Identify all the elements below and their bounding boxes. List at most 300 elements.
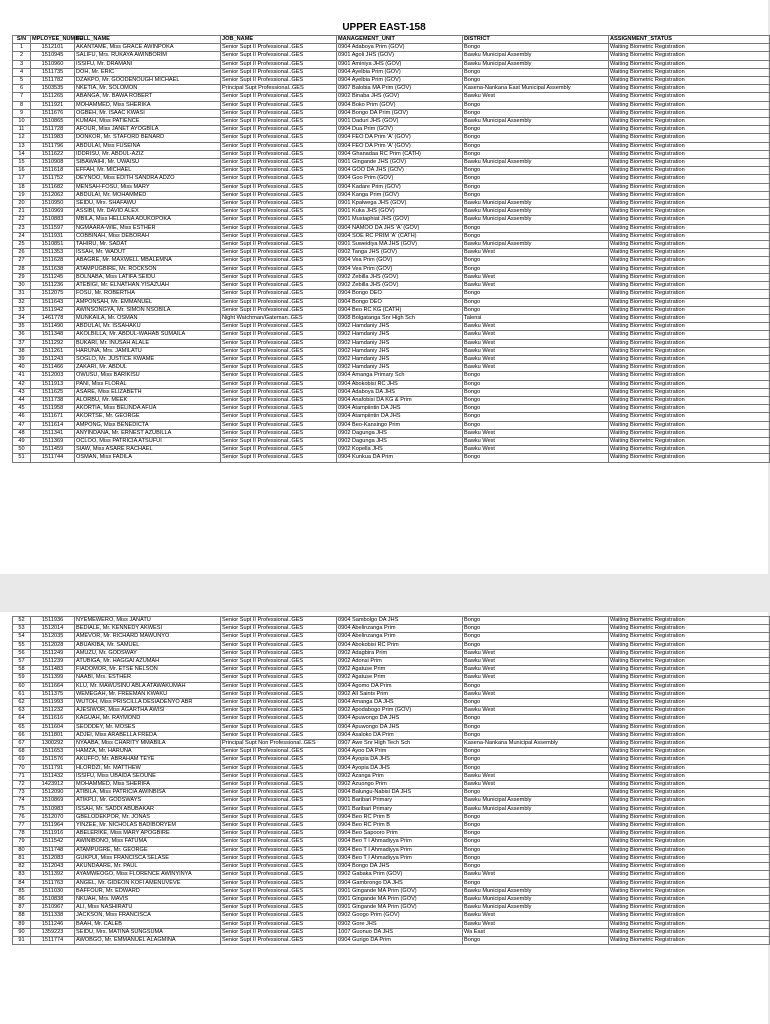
table-row — [13, 912, 770, 920]
cell-district: Bongo — [463, 854, 609, 862]
cell-district: Bongo — [463, 191, 609, 199]
table-body — [13, 617, 770, 945]
cell-full-name: AKORTSE, Mr. GEORGE — [75, 413, 221, 421]
cell-job-name: Senior Supt II Professional..GES — [221, 175, 337, 183]
cell-management-unit: 0904 Bongo DA JHS — [337, 863, 463, 871]
cell-job-name: Senior Supt II Professional..GES — [221, 44, 337, 52]
cell-full-name: ANGEL, Mr. GIDEON KOFI AMENUVEVE — [75, 879, 221, 887]
table-row — [13, 339, 770, 347]
cell-employee-number: 1511643 — [31, 298, 75, 306]
cell-district: Bongo — [463, 68, 609, 76]
cell-assignment-status: Waiting Biometric Registration — [609, 314, 770, 322]
cell-management-unit: 0901 Suweidiya MA JHS (GOV) — [337, 241, 463, 249]
table-row — [13, 175, 770, 183]
cell-district: Bawku West — [463, 249, 609, 257]
cell-district: Bongo — [463, 731, 609, 739]
cell-sn: 39 — [13, 355, 31, 363]
cell-job-name: Senior Supt II Professional..GES — [221, 364, 337, 372]
cell-full-name: MOHAMMED, Miss SHERIKA — [75, 101, 221, 109]
cell-employee-number: 1512014 — [31, 625, 75, 633]
cell-full-name: MUNKAILA, Mr. OSMAN — [75, 314, 221, 322]
cell-full-name: ABANGA, Mr. BAWA ROBERT — [75, 93, 221, 101]
cell-full-name: NKETIA, Mr. SOLOMON — [75, 85, 221, 93]
cell-assignment-status: Waiting Biometric Registration — [609, 167, 770, 175]
cell-employee-number: 1511931 — [31, 232, 75, 240]
cell-assignment-status: Waiting Biometric Registration — [609, 126, 770, 134]
cell-assignment-status: Waiting Biometric Registration — [609, 682, 770, 690]
cell-sn: 18 — [13, 183, 31, 191]
table-row — [13, 805, 770, 813]
cell-management-unit: 0902 Adagbira Prim — [337, 649, 463, 657]
table-row — [13, 617, 770, 625]
cell-job-name: Senior Supt II Professional..GES — [221, 413, 337, 421]
cell-job-name: Senior Supt II Professional..GES — [221, 437, 337, 445]
cell-job-name: Principal Supt Professional..GES — [221, 85, 337, 93]
header-job-name: JOB_NAME — [221, 36, 337, 44]
cell-district: Bawku West — [463, 674, 609, 682]
cell-sn: 13 — [13, 142, 31, 150]
cell-district: Bongo — [463, 224, 609, 232]
cell-employee-number: 1512075 — [31, 290, 75, 298]
cell-job-name: Senior Supt II Professional..GES — [221, 904, 337, 912]
cell-management-unit: 0901 Agoli JHS (GOV) — [337, 52, 463, 60]
cell-district: Bongo — [463, 298, 609, 306]
cell-district: Bawku Municipal Assembly — [463, 887, 609, 895]
cell-job-name: Senior Supt II Professional..GES — [221, 879, 337, 887]
table-row — [13, 920, 770, 928]
cell-full-name: ALORBU, Mr. MEEK — [75, 396, 221, 404]
cell-assignment-status: Waiting Biometric Registration — [609, 364, 770, 372]
cell-management-unit: 0904 Abelinzanga Prim — [337, 625, 463, 633]
cell-management-unit: 0901 Gingande MA Prim (GOV) — [337, 904, 463, 912]
cell-assignment-status: Waiting Biometric Registration — [609, 339, 770, 347]
cell-management-unit: 0904 Ghanadaa RC Prim (CATH) — [337, 150, 463, 158]
cell-district: Bawku Municipal Assembly — [463, 208, 609, 216]
table-row — [13, 265, 770, 273]
cell-full-name: AKORTIA, Miss BELINDA AFUA — [75, 405, 221, 413]
cell-sn: 26 — [13, 249, 31, 257]
cell-assignment-status: Waiting Biometric Registration — [609, 101, 770, 109]
cell-district: Bongo — [463, 838, 609, 846]
cell-full-name: SIAW, Miss ASARE RACHAEL — [75, 446, 221, 454]
table-row — [13, 748, 770, 756]
table-row — [13, 126, 770, 134]
cell-sn: 62 — [13, 699, 31, 707]
cell-district: Bawku West — [463, 339, 609, 347]
table-row — [13, 715, 770, 723]
cell-district: Bongo — [463, 257, 609, 265]
header-row — [13, 36, 770, 44]
cell-management-unit: 0904 Abokobisi RC JHS — [337, 380, 463, 388]
cell-job-name: Senior Supt II Professional..GES — [221, 617, 337, 625]
cell-full-name: OWUSU, Miss BARIKISU — [75, 372, 221, 380]
table-row — [13, 191, 770, 199]
header-full-name: FULL_NAME — [75, 36, 221, 44]
cell-management-unit: 0904 Sambolgo DA JHS — [337, 617, 463, 625]
table-row — [13, 413, 770, 421]
cell-management-unit: 0904 Anafobisi DA KG & Prim — [337, 396, 463, 404]
cell-employee-number: 1511459 — [31, 446, 75, 454]
cell-job-name: Senior Supt II Professional..GES — [221, 912, 337, 920]
cell-management-unit: 0904 Adaboya Prim (GOV) — [337, 44, 463, 52]
table-row — [13, 68, 770, 76]
cell-district: Bongo — [463, 388, 609, 396]
cell-management-unit: 0904 Apuwongo DA JHS — [337, 723, 463, 731]
cell-employee-number: 1511348 — [31, 331, 75, 339]
cell-employee-number: 1510865 — [31, 118, 75, 126]
cell-management-unit: 0904 Beo-Kansingo Prim — [337, 421, 463, 429]
cell-assignment-status: Waiting Biometric Registration — [609, 396, 770, 404]
cell-assignment-status: Waiting Biometric Registration — [609, 429, 770, 437]
cell-district: Bawku West — [463, 446, 609, 454]
cell-job-name: Senior Supt II Professional..GES — [221, 781, 337, 789]
cell-full-name: ATAMPUGBIRE, Mr. ROCKSON — [75, 265, 221, 273]
cell-job-name: Senior Supt II Professional..GES — [221, 822, 337, 830]
cell-full-name: ABAGRE, Mr. MAXWELL MBALEMNA — [75, 257, 221, 265]
cell-job-name: Senior Supt II Professional..GES — [221, 797, 337, 805]
cell-district: Bongo — [463, 625, 609, 633]
cell-employee-number: 1510883 — [31, 216, 75, 224]
cell-district: Bongo — [463, 150, 609, 158]
cell-sn: 59 — [13, 674, 31, 682]
cell-assignment-status: Waiting Biometric Registration — [609, 797, 770, 805]
cell-sn: 46 — [13, 413, 31, 421]
table-row — [13, 405, 770, 413]
cell-assignment-status: Waiting Biometric Registration — [609, 183, 770, 191]
cell-job-name: Senior Supt II Professional..GES — [221, 748, 337, 756]
cell-management-unit: 0902 Gore JHS — [337, 920, 463, 928]
table-row — [13, 282, 770, 290]
cell-management-unit: 0904 Kanga Prim (GOV) — [337, 191, 463, 199]
cell-assignment-status: Waiting Biometric Registration — [609, 257, 770, 265]
cell-employee-number: 1511239 — [31, 658, 75, 666]
cell-management-unit: 0901 Gingande MA Prim (GOV) — [337, 895, 463, 903]
table-row — [13, 388, 770, 396]
cell-full-name: ISSIFU, Miss UBAIDA SEOUNE — [75, 772, 221, 780]
cell-full-name: BEDIALE, Mr. KENNEDY AKWESI — [75, 625, 221, 633]
cell-district: Bongo — [463, 413, 609, 421]
cell-job-name: Senior Supt II Professional..GES — [221, 60, 337, 68]
cell-job-name: Senior Supt II Professional..GES — [221, 756, 337, 764]
cell-sn: 28 — [13, 265, 31, 273]
cell-job-name: Senior Supt II Professional..GES — [221, 372, 337, 380]
document-title: UPPER EAST-158 — [342, 22, 426, 33]
cell-sn: 38 — [13, 347, 31, 355]
cell-employee-number: 1511738 — [31, 396, 75, 404]
table-row — [13, 813, 770, 821]
cell-employee-number: 1510838 — [31, 895, 75, 903]
cell-job-name: Senior Supt II Professional..GES — [221, 887, 337, 895]
cell-full-name: KUMAH, Miss PATIENCE — [75, 118, 221, 126]
cell-assignment-status: Waiting Biometric Registration — [609, 191, 770, 199]
cell-sn: 76 — [13, 813, 31, 821]
cell-management-unit: 0902 Azanga Prim — [337, 772, 463, 780]
cell-employee-number: 1511782 — [31, 77, 75, 85]
cell-assignment-status: Waiting Biometric Registration — [609, 265, 770, 273]
cell-job-name: Senior Supt II Professional..GES — [221, 200, 337, 208]
cell-employee-number: 1511801 — [31, 731, 75, 739]
cell-district: Bawku Municipal Assembly — [463, 200, 609, 208]
cell-management-unit: 0904 Adaboya DA JHS — [337, 388, 463, 396]
cell-sn: 66 — [13, 731, 31, 739]
cell-sn: 73 — [13, 789, 31, 797]
cell-job-name: Senior Supt II Professional..GES — [221, 126, 337, 134]
cell-sn: 37 — [13, 339, 31, 347]
cell-management-unit: 0902 Azuongo Prim — [337, 781, 463, 789]
cell-sn: 47 — [13, 421, 31, 429]
cell-employee-number: 1511796 — [31, 142, 75, 150]
cell-assignment-status: Waiting Biometric Registration — [609, 822, 770, 830]
cell-assignment-status: Waiting Biometric Registration — [609, 224, 770, 232]
cell-employee-number: 1512003 — [31, 372, 75, 380]
cell-district: Bongo — [463, 306, 609, 314]
cell-assignment-status: Waiting Biometric Registration — [609, 282, 770, 290]
cell-management-unit: 0904 Goo Prim (GOV) — [337, 175, 463, 183]
cell-assignment-status: Waiting Biometric Registration — [609, 781, 770, 789]
cell-management-unit: 0901 Baribari Primary — [337, 797, 463, 805]
cell-sn: 44 — [13, 396, 31, 404]
cell-assignment-status: Waiting Biometric Registration — [609, 830, 770, 838]
cell-employee-number: 1511490 — [31, 323, 75, 331]
cell-assignment-status: Waiting Biometric Registration — [609, 756, 770, 764]
table-row — [13, 781, 770, 789]
cell-full-name: BAAH, Mr. CALEB — [75, 920, 221, 928]
cell-employee-number: 1511913 — [31, 380, 75, 388]
cell-full-name: MBILA, Miss HELLENA ADUKOPOKA — [75, 216, 221, 224]
table-row — [13, 159, 770, 167]
cell-assignment-status: Waiting Biometric Registration — [609, 666, 770, 674]
cell-sn: 21 — [13, 208, 31, 216]
cell-management-unit: 0902 All Saints Prim — [337, 690, 463, 698]
header-employee-number: MPLOYEE_NUMBE — [32, 36, 83, 42]
cell-job-name: Senior Supt II Professional..GES — [221, 290, 337, 298]
cell-district: Bongo — [463, 232, 609, 240]
cell-job-name: Senior Supt II Professional..GES — [221, 674, 337, 682]
cell-sn: 40 — [13, 364, 31, 372]
cell-job-name: Senior Supt II Professional..GES — [221, 388, 337, 396]
table-row — [13, 649, 770, 657]
cell-assignment-status: Waiting Biometric Registration — [609, 68, 770, 76]
cell-job-name: Senior Supt II Professional..GES — [221, 224, 337, 232]
cell-job-name: Senior Supt II Professional..GES — [221, 68, 337, 76]
cell-assignment-status: Waiting Biometric Registration — [609, 273, 770, 281]
cell-job-name: Senior Supt II Professional..GES — [221, 731, 337, 739]
cell-full-name: OSMAN, Miss FADILA — [75, 454, 221, 462]
cell-assignment-status: Waiting Biometric Registration — [609, 928, 770, 936]
header-management-unit: MANAGEMENT_UNIT — [337, 36, 463, 44]
cell-job-name: Senior Supt II Professional..GES — [221, 690, 337, 698]
table-row — [13, 723, 770, 731]
cell-full-name: ALI, Miss NASHIRATU — [75, 904, 221, 912]
cell-job-name: Senior Supt II Professional..GES — [221, 282, 337, 290]
cell-sn: 45 — [13, 405, 31, 413]
table-row — [13, 854, 770, 862]
cell-assignment-status: Waiting Biometric Registration — [609, 60, 770, 68]
cell-assignment-status: Waiting Biometric Registration — [609, 241, 770, 249]
cell-assignment-status: Waiting Biometric Registration — [609, 134, 770, 142]
table-row — [13, 822, 770, 830]
table-row — [13, 789, 770, 797]
cell-employee-number: 1511341 — [31, 429, 75, 437]
cell-management-unit: 0902 Dagunga JHS — [337, 429, 463, 437]
cell-employee-number: 1511249 — [31, 649, 75, 657]
cell-management-unit: 0904 Beo T I Ahmadiyya Prim — [337, 854, 463, 862]
cell-full-name: GBELODEKPOR, Mr. JONAS — [75, 813, 221, 821]
cell-district: Bongo — [463, 405, 609, 413]
table-row — [13, 764, 770, 772]
cell-sn: 55 — [13, 641, 31, 649]
cell-employee-number: 1511618 — [31, 167, 75, 175]
cell-employee-number: 1511921 — [31, 101, 75, 109]
cell-full-name: BAFFOUR, Mr. EDWARD — [75, 887, 221, 895]
cell-management-unit: 0902 Kopella JHS — [337, 446, 463, 454]
cell-assignment-status: Waiting Biometric Registration — [609, 388, 770, 396]
cell-management-unit: 0904 SOE RC PRIM 'A' (CATH) — [337, 232, 463, 240]
table-row — [13, 331, 770, 339]
cell-management-unit: 0902 Binaba JHS (GOV) — [337, 93, 463, 101]
cell-assignment-status: Waiting Biometric Registration — [609, 641, 770, 649]
table-row — [13, 224, 770, 232]
cell-district: Bongo — [463, 846, 609, 854]
table-row — [13, 44, 770, 52]
table-row — [13, 895, 770, 903]
table-row — [13, 306, 770, 314]
table-row — [13, 879, 770, 887]
cell-full-name: YINZEE, Mr. NICHOLAS BADIBORYEM — [75, 822, 221, 830]
cell-assignment-status: Waiting Biometric Registration — [609, 208, 770, 216]
cell-district: Wa East — [463, 928, 609, 936]
cell-full-name: WUTOH, Miss PRISCILLA DESIADENYO ABR — [75, 699, 221, 707]
cell-job-name: Senior Supt II Professional..GES — [221, 101, 337, 109]
cell-employee-number: 1511030 — [31, 887, 75, 895]
cell-job-name: Senior Supt II Professional..GES — [221, 109, 337, 117]
cell-employee-number: 1512083 — [31, 854, 75, 862]
cell-sn: 50 — [13, 446, 31, 454]
cell-district: Bongo — [463, 396, 609, 404]
cell-assignment-status: Waiting Biometric Registration — [609, 723, 770, 731]
cell-employee-number: 1510869 — [31, 797, 75, 805]
cell-district: Bawku West — [463, 364, 609, 372]
cell-district: Bongo — [463, 44, 609, 52]
table-row — [13, 134, 770, 142]
cell-district: Bawku West — [463, 772, 609, 780]
cell-sn: 43 — [13, 388, 31, 396]
cell-management-unit: 0904 Bongo DEO — [337, 298, 463, 306]
cell-assignment-status: Waiting Biometric Registration — [609, 846, 770, 854]
cell-sn: 69 — [13, 756, 31, 764]
cell-employee-number: 1511752 — [31, 175, 75, 183]
cell-district: Bongo — [463, 617, 609, 625]
cell-assignment-status: Waiting Biometric Registration — [609, 920, 770, 928]
cell-job-name: Senior Supt II Professional..GES — [221, 249, 337, 257]
cell-sn: 85 — [13, 887, 31, 895]
cell-district: Bawku Municipal Assembly — [463, 159, 609, 167]
table-row — [13, 109, 770, 117]
cell-job-name: Senior Supt II Professional..GES — [221, 429, 337, 437]
table-row — [13, 830, 770, 838]
cell-management-unit: 0904 Asaloko DA Prim — [337, 731, 463, 739]
cell-full-name: IDDRISU, Mr. ABDUL-AZIZ — [75, 150, 221, 158]
cell-full-name: ASSIBI, Mr. DAVID ALEX — [75, 208, 221, 216]
cell-employee-number: 1512062 — [31, 191, 75, 199]
cell-management-unit: 0902 Googo Prim (GOV) — [337, 912, 463, 920]
cell-full-name: ABDULAI, Mr. MOHAMMED — [75, 191, 221, 199]
cell-assignment-status: Waiting Biometric Registration — [609, 93, 770, 101]
cell-management-unit: 0902 Agatuse Prim — [337, 666, 463, 674]
cell-assignment-status: Waiting Biometric Registration — [609, 854, 770, 862]
cell-job-name: Senior Supt II Professional..GES — [221, 830, 337, 838]
cell-employee-number: 1511392 — [31, 871, 75, 879]
cell-district: Bongo — [463, 101, 609, 109]
cell-assignment-status: Waiting Biometric Registration — [609, 437, 770, 445]
table-row — [13, 298, 770, 306]
cell-full-name: ADJEI, Miss ARABELLA FREDA — [75, 731, 221, 739]
table-row — [13, 641, 770, 649]
cell-district: Bawku West — [463, 649, 609, 657]
cell-district: Bawku West — [463, 273, 609, 281]
cell-management-unit: 0904 Abelinzanga Prim — [337, 633, 463, 641]
cell-district: Bongo — [463, 756, 609, 764]
cell-full-name: AMPONG, Miss BENEDICTA — [75, 421, 221, 429]
cell-job-name: Senior Supt II Professional..GES — [221, 658, 337, 666]
table-row — [13, 429, 770, 437]
cell-sn: 54 — [13, 633, 31, 641]
cell-full-name: AWINIBONO, Miss FATUMA — [75, 838, 221, 846]
cell-assignment-status: Waiting Biometric Registration — [609, 421, 770, 429]
cell-job-name: Senior Supt II Professional..GES — [221, 682, 337, 690]
cell-management-unit: 0902 Hamdaniy JHS — [337, 347, 463, 355]
cell-assignment-status: Waiting Biometric Registration — [609, 232, 770, 240]
cell-management-unit: 0904 Apuwongo DA JHS — [337, 715, 463, 723]
cell-district: Bongo — [463, 748, 609, 756]
cell-assignment-status: Waiting Biometric Registration — [609, 904, 770, 912]
cell-full-name: HLORDZI, Mr. MATTHEW — [75, 764, 221, 772]
cell-sn: 64 — [13, 715, 31, 723]
cell-sn: 3 — [13, 60, 31, 68]
cell-management-unit: 0904 Beo Sapooro Prim — [337, 830, 463, 838]
cell-job-name: Senior Supt II Professional..GES — [221, 421, 337, 429]
cell-assignment-status: Waiting Biometric Registration — [609, 707, 770, 715]
table-row — [13, 904, 770, 912]
cell-employee-number: 1511243 — [31, 355, 75, 363]
table-row — [13, 52, 770, 60]
cell-district: Bongo — [463, 789, 609, 797]
cell-sn: 91 — [13, 936, 31, 944]
table-row — [13, 257, 770, 265]
cell-job-name: Senior Supt II Professional..GES — [221, 257, 337, 265]
cell-sn: 63 — [13, 707, 31, 715]
cell-job-name: Senior Supt II Professional..GES — [221, 863, 337, 871]
cell-sn: 89 — [13, 920, 31, 928]
table-row — [13, 838, 770, 846]
table-row — [13, 846, 770, 854]
cell-full-name: ABDULAI, Miss FUSEINA — [75, 142, 221, 150]
cell-management-unit: 0904 Atampiintin DA JHS — [337, 405, 463, 413]
cell-assignment-status: Waiting Biometric Registration — [609, 405, 770, 413]
cell-job-name: Senior Supt II Professional..GES — [221, 805, 337, 813]
cell-employee-number: 1359223 — [31, 928, 75, 936]
cell-management-unit: 0901 Kpalwega JHS (GOV) — [337, 200, 463, 208]
cell-full-name: ABDULAI, Mr. ISSAHAKU — [75, 323, 221, 331]
cell-district: Bongo — [463, 290, 609, 298]
cell-sn: 17 — [13, 175, 31, 183]
cell-assignment-status: Waiting Biometric Registration — [609, 731, 770, 739]
cell-assignment-status: Waiting Biometric Registration — [609, 413, 770, 421]
cell-management-unit: 0902 Hamdaniy JHS — [337, 355, 463, 363]
cell-assignment-status: Waiting Biometric Registration — [609, 887, 770, 895]
cell-assignment-status: Waiting Biometric Registration — [609, 52, 770, 60]
cell-full-name: ATEBIGI, Mr. ELNATHAN YISAZUAH — [75, 282, 221, 290]
